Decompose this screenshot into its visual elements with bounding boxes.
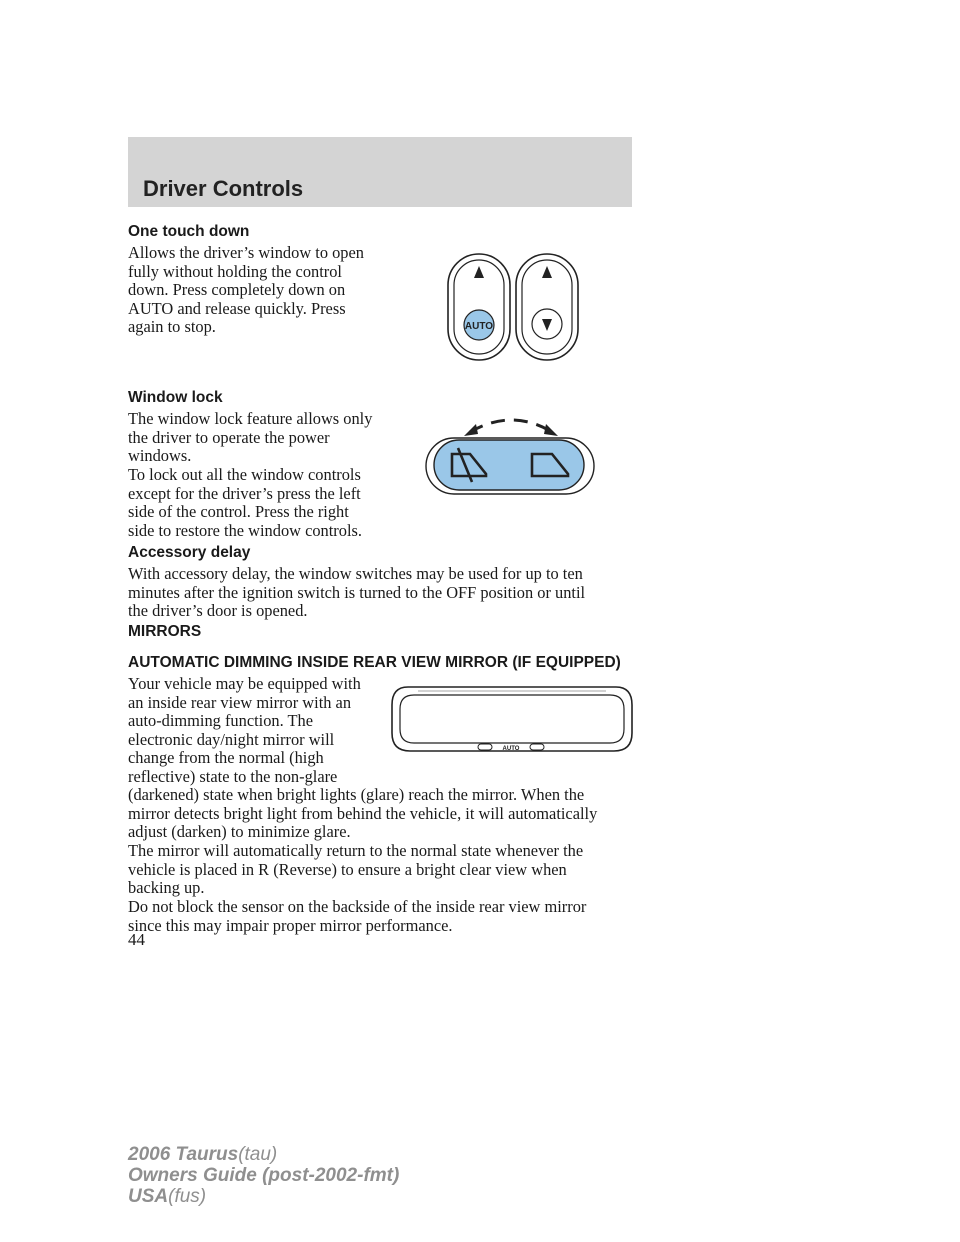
window-lock-switch-illustration <box>424 412 598 496</box>
heading-window-lock: Window lock <box>128 389 223 406</box>
text-line: except for the driver’s press the left <box>128 483 361 503</box>
footer-model: 2006 Taurus <box>128 1144 239 1165</box>
text-line: AUTO and release quickly. Press <box>128 298 346 318</box>
text-line: Your vehicle may be equipped with <box>128 674 361 693</box>
auto-label: AUTO <box>464 321 494 332</box>
text-line: mirror detects bright light from behind the vehicle, it will automatically <box>128 803 598 823</box>
text-line: the driver’s door is opened. <box>128 601 308 620</box>
text-line: Allows the driver’s window to open <box>128 243 364 262</box>
paragraph-accessory-delay <box>128 565 585 621</box>
footer-market-code: (fus) <box>168 1186 207 1207</box>
text-line: (darkened) state when bright lights (glare) reach the mirror. When the <box>128 785 585 804</box>
arrow-left-icon <box>464 424 478 436</box>
text-line: auto-dimming function. The <box>128 711 313 730</box>
text-line: The window lock feature allows only <box>128 409 373 428</box>
heading-mirrors: MIRRORS <box>128 623 202 640</box>
text-line: Do not block the sensor on the backside of the inside rear view mirror <box>128 897 587 916</box>
window-switch-illustration <box>446 252 581 364</box>
text-line: change from the normal (high <box>128 748 324 767</box>
text-line: minutes after the ignition switch is turned to the OFF position or until <box>128 582 586 602</box>
text-line: fully without holding the control <box>128 261 342 281</box>
paragraph-mirror-3 <box>128 898 586 935</box>
paragraph-window-lock-1 <box>128 410 372 466</box>
text-line: an inside rear view mirror with an <box>128 692 352 712</box>
text-line: side of the control. Press the right <box>128 502 349 521</box>
text-line: To lock out all the window controls <box>128 465 361 484</box>
heading-accessory-delay: Accessory delay <box>128 544 251 561</box>
text-line: backing up. <box>128 878 205 897</box>
paragraph-window-lock-2 <box>128 466 362 540</box>
text-line: adjust (darken) to minimize glare. <box>128 822 351 841</box>
text-line: again to stop. <box>128 317 216 336</box>
text-line: electronic day/night mirror will <box>128 729 335 749</box>
text-line: The mirror will automatically return to the normal state whenever the <box>128 841 584 860</box>
up-arrow-icon <box>474 266 484 278</box>
document-footer <box>128 1144 399 1207</box>
text-line: With accessory delay, the window switches may be used for up to ten <box>128 564 583 583</box>
text-line: windows. <box>128 446 192 465</box>
text-line: since this may impair proper mirror performance. <box>128 915 453 935</box>
text-line: reflective) state to the non-glare <box>128 766 338 786</box>
up-arrow-icon <box>542 266 552 278</box>
rear-view-mirror-illustration <box>388 681 636 755</box>
footer-market: USA <box>128 1186 169 1207</box>
footer-model-code: (tau) <box>238 1144 278 1165</box>
paragraph-mirror-2 <box>128 842 583 898</box>
page-number: 44 <box>128 930 145 949</box>
text-line: side to restore the window controls. <box>128 520 362 540</box>
mirror-auto-label: AUTO <box>502 746 520 752</box>
text-line: vehicle is placed in R (Reverse) to ensure a bright clear view when <box>128 859 567 879</box>
paragraph-one-touch <box>128 244 364 337</box>
text-line: the driver to operate the power <box>128 427 330 447</box>
arrow-right-icon <box>544 424 558 436</box>
footer-guide: Owners Guide (post-2002-fmt) <box>128 1165 400 1186</box>
section-title: Driver Controls <box>143 176 304 201</box>
heading-auto-dimming-mirror: AUTOMATIC DIMMING INSIDE REAR VIEW MIRROR (IF EQUIPPED) <box>128 654 621 671</box>
heading-one-touch-down: One touch down <box>128 223 250 240</box>
text-line: down. Press completely down on <box>128 280 346 299</box>
